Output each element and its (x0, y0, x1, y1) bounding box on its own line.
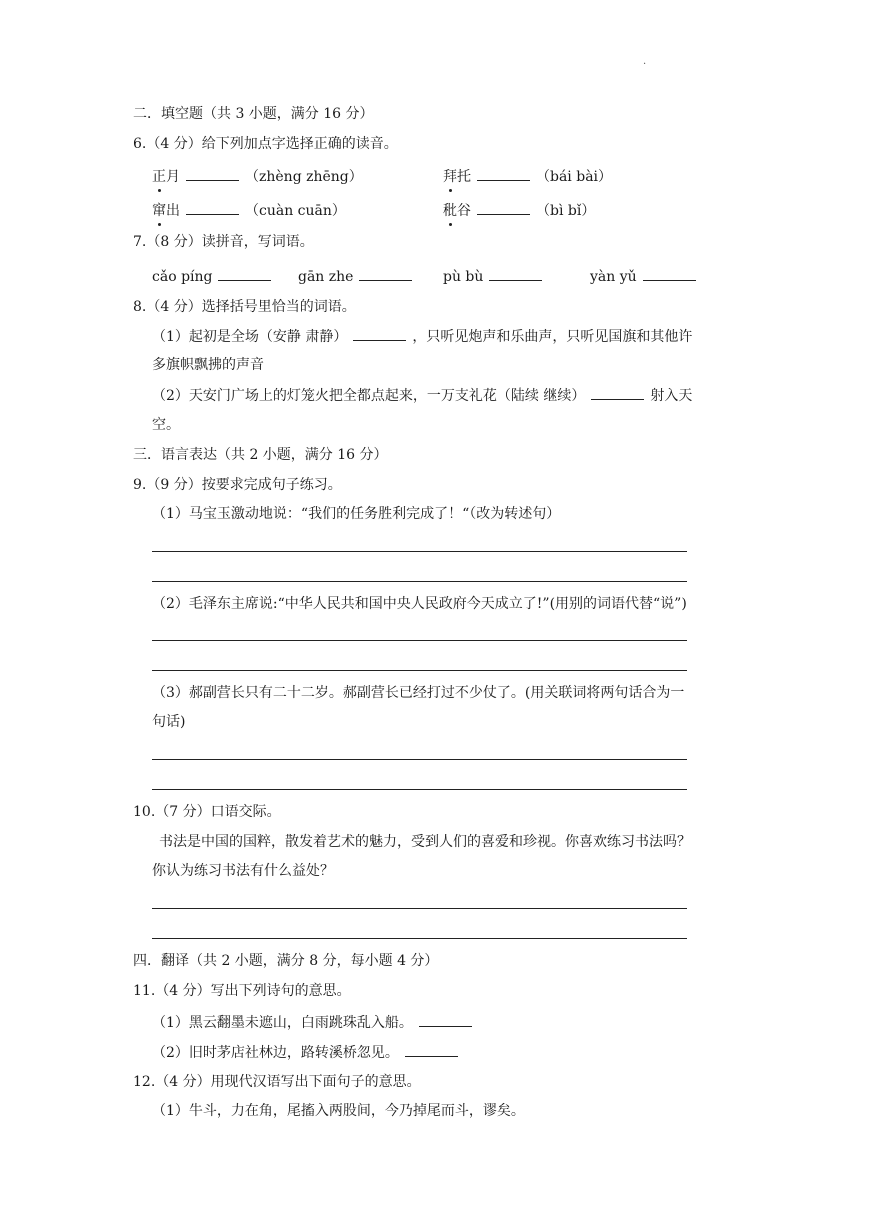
q8-part-1: （1）起初是全场（安静 肃静） ，只听见炮声和乐曲声，只听见国旗和其他许 (152, 326, 692, 347)
question-6-stem: 6.（4 分）给下列加点字选择正确的读音。 (133, 136, 398, 152)
answer-blank[interactable] (218, 266, 271, 281)
answer-line[interactable] (152, 640, 687, 641)
answer-line[interactable] (152, 759, 687, 760)
answer-blank[interactable] (186, 200, 239, 215)
q9-part-3: （3）郝副营长只有二十二岁。郝副营长已经打过不少仗了。(用关联词将两句话合为一 (152, 685, 685, 701)
answer-blank[interactable] (186, 166, 239, 181)
header-mark: . (643, 56, 647, 67)
question-10-stem: 10.（7 分）口语交际。 (133, 804, 281, 820)
q8-part-2: （2）天安门广场上的灯笼火把全都点起来，一万支礼花（陆续 继续） 射入天 (152, 385, 692, 406)
answer-blank[interactable] (591, 385, 644, 400)
answer-blank[interactable] (359, 266, 412, 281)
q6-item-1: 正月 （zhèng zhēng） (152, 166, 363, 187)
answer-blank[interactable] (419, 1012, 472, 1027)
q9-part-2: （2）毛泽东主席说:“中华人民共和国中央人民政府今天成立了!”(用别的词语代替“说”) (152, 596, 687, 612)
q7-pinyin-1: cǎo píng (152, 266, 277, 287)
answer-line[interactable] (152, 789, 687, 790)
answer-blank[interactable] (353, 326, 406, 341)
q6-item-2: 拜托 （bái bài） (443, 166, 612, 187)
dotted-char: 正 (152, 169, 166, 185)
q10-body-1: 书法是中国的国粹，散发着艺术的魅力，受到人们的喜爱和珍视。你喜欢练习书法吗？ (159, 834, 691, 850)
dotted-char: 秕 (443, 203, 457, 219)
q7-pinyin-3: pù bù (443, 266, 548, 287)
question-12-stem: 12.（4 分）用现代汉语写出下面句子的意思。 (133, 1074, 421, 1090)
answer-line[interactable] (152, 670, 687, 671)
answer-line[interactable] (152, 938, 687, 939)
answer-blank[interactable] (405, 1042, 458, 1057)
q9-part-3-cont: 句话) (152, 714, 186, 730)
q11-part-1: （1）黑云翻墨未遮山，白雨跳珠乱入船。 (152, 1012, 478, 1033)
answer-blank[interactable] (477, 166, 530, 181)
question-7-stem: 7.（8 分）读拼音，写词语。 (133, 234, 314, 250)
question-9-stem: 9.（9 分）按要求完成句子练习。 (133, 477, 342, 493)
q6-item-3: 窜出 （cuàn cuān） (152, 200, 346, 221)
dotted-char: 窜 (152, 203, 166, 219)
answer-line[interactable] (152, 551, 687, 552)
section-heading-3: 三．语言表达（共 2 小题，满分 16 分） (133, 447, 388, 463)
answer-blank[interactable] (477, 200, 530, 215)
q6-item-4: 秕谷 （bì bǐ） (443, 200, 595, 221)
section-heading-4: 四．翻译（共 2 小题，满分 8 分，每小题 4 分） (133, 953, 439, 969)
dotted-char: 拜 (443, 169, 457, 185)
answer-line[interactable] (152, 908, 687, 909)
question-11-stem: 11.（4 分）写出下列诗句的意思。 (133, 983, 351, 999)
q11-part-2: （2）旧时茅店社林边，路转溪桥忽见。 (152, 1042, 464, 1063)
q8-part-1-cont: 多旗帜飘拂的声音 (152, 357, 264, 373)
q8-part-2-cont: 空。 (152, 417, 180, 433)
q7-pinyin-4: yàn yǔ (590, 266, 702, 287)
q10-body-2: 你认为练习书法有什么益处？ (152, 863, 334, 879)
question-8-stem: 8.（4 分）选择括号里恰当的词语。 (133, 299, 356, 315)
answer-blank[interactable] (489, 266, 542, 281)
section-heading-2: 二．填空题（共 3 小题，满分 16 分） (133, 106, 374, 122)
q9-part-1: （1）马宝玉激动地说：“我们的任务胜利完成了！“（改为转述句） (152, 506, 561, 522)
q7-pinyin-2: gān zhe (298, 266, 418, 287)
answer-line[interactable] (152, 581, 687, 582)
q12-part-1: （1）牛斗，力在角，尾搐入两股间，今乃掉尾而斗，谬矣。 (152, 1103, 525, 1119)
answer-blank[interactable] (643, 266, 696, 281)
